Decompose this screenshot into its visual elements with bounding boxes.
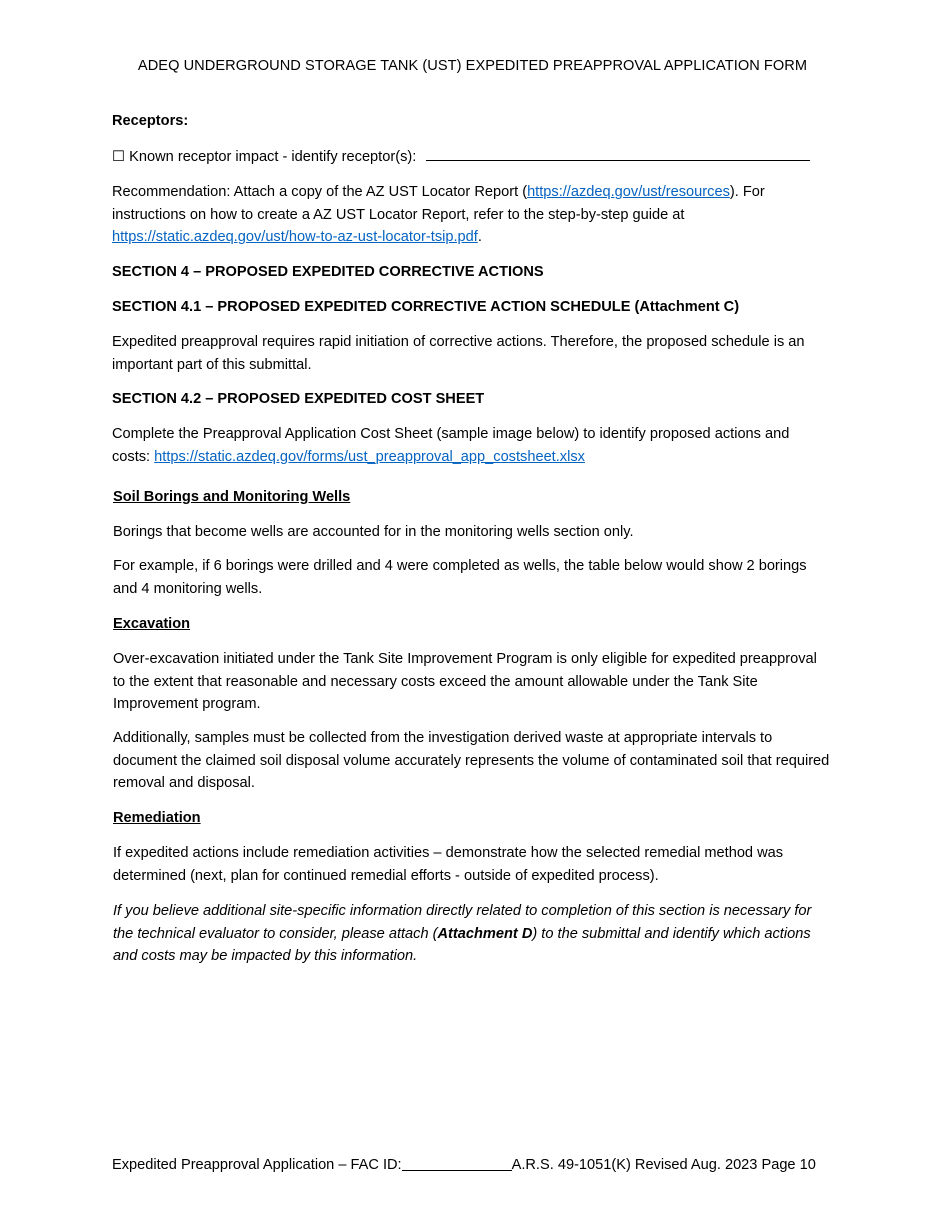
attachment-d-label: Attachment D bbox=[437, 925, 533, 942]
receptor-checkbox-row bbox=[112, 146, 842, 169]
page-header: ADEQ UNDERGROUND STORAGE TANK (UST) EXPEDITED PREAPPROVAL APPLICATION FORM bbox=[137, 58, 808, 74]
receptor-checkbox-label: Known receptor impact - identify receptor(s): bbox=[129, 149, 417, 165]
remediation-p1: If expedited actions include remediation activities – demonstrate how the selected remedial method was determined (next, plan for continued remedial efforts - outside of expedited process). bbox=[113, 845, 784, 884]
section-4-1-heading: SECTION 4.1 – PROPOSED EXPEDITED CORRECTIVE ACTION SCHEDULE (Attachment C) bbox=[112, 299, 740, 315]
receptors-heading: Receptors: bbox=[112, 113, 189, 129]
section-4-2-heading: SECTION 4.2 – PROPOSED EXPEDITED COST SHEET bbox=[112, 391, 485, 407]
soil-borings-p1: Borings that become wells are accounted for in the monitoring wells section only. bbox=[113, 524, 634, 540]
costsheet-link[interactable]: https://static.azdeq.gov/forms/ust_preapproval_app_costsheet.xlsx bbox=[154, 448, 585, 465]
section-4-2-text: Complete the Preapproval Application Cost Sheet (sample image below) to identify proposed actions and costs: https://static.azdeq.gov/forms/ust_preapproval_app_costsheet.xlsx bbox=[112, 426, 790, 465]
excavation-p2: Additionally, samples must be collected from the investigation derived waste at appropriate intervals to document the claimed soil disposal volume accurately represents the volume of contaminated soil that required removal and disposal. bbox=[113, 730, 830, 791]
excavation-p1: Over-excavation initiated under the Tank Site Improvement Program is only eligible for expedited preapproval to the extent that reasonable and necessary costs exceed the amount allowable under the Tank Site Improvement program. bbox=[113, 651, 817, 712]
section-4-1-text: Expedited preapproval requires rapid initiation of corrective actions. Therefore, the proposed schedule is an important part of this submittal. bbox=[112, 334, 805, 373]
fac-id-field[interactable] bbox=[402, 1156, 512, 1171]
footer-right: A.R.S. 49-1051(K) Revised Aug. 2023 Page 10 bbox=[511, 1157, 816, 1173]
recommendation-paragraph: Recommendation: Attach a copy of the AZ UST Locator Report (https://azdeq.gov/ust/resources). For instructions on how to create a AZ UST Locator Report, refer to the step-by-step guide at https://static.azdeq.gov/ust/how-to-az-ust-locator-tsip.pdf. bbox=[112, 184, 765, 245]
attachment-d-note: If you believe additional site-specific information directly related to completion of this section is necessary for the technical evaluator to consider, please attach (Attachment D) to the submittal and identify which actions and costs may be impacted by this information. bbox=[113, 903, 812, 964]
locator-guide-link[interactable]: https://static.azdeq.gov/ust/how-to-az-ust-locator-tsip.pdf bbox=[112, 229, 478, 245]
ust-resources-link[interactable]: https://azdeq.gov/ust/resources bbox=[527, 184, 730, 200]
receptor-checkbox[interactable]: ☐ bbox=[112, 149, 126, 165]
page-footer bbox=[112, 1155, 832, 1175]
receptor-input-line[interactable] bbox=[426, 160, 810, 161]
remediation-heading: Remediation bbox=[113, 810, 201, 826]
excavation-heading: Excavation bbox=[113, 616, 191, 632]
footer-left: Expedited Preapproval Application – FAC ID: bbox=[112, 1157, 402, 1173]
section-4-heading: SECTION 4 – PROPOSED EXPEDITED CORRECTIVE ACTIONS bbox=[112, 264, 544, 280]
soil-borings-p2: For example, if 6 borings were drilled and 4 were completed as wells, the table below would show 2 borings and 4 monitoring wells. bbox=[113, 558, 807, 597]
soil-borings-heading: Soil Borings and Monitoring Wells bbox=[113, 489, 351, 505]
